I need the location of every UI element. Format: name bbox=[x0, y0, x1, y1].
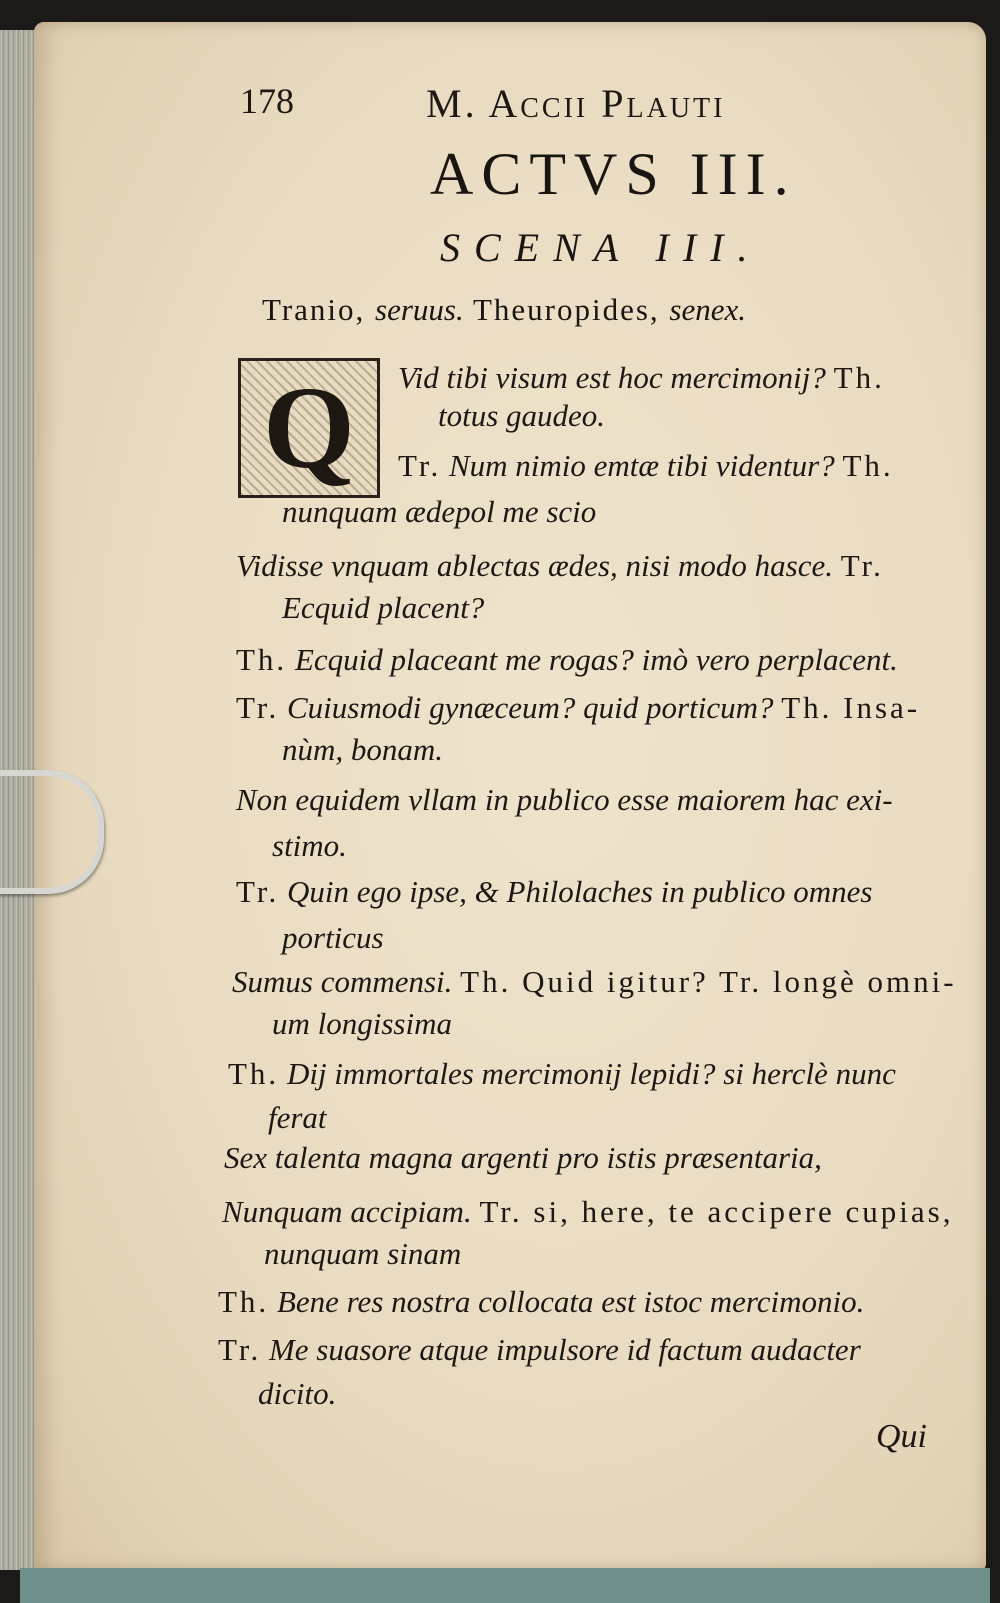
person-name-2: Theuropides, bbox=[472, 292, 660, 327]
verse-line: Tr. Me suasore atque impulsore id factum audacter bbox=[218, 1332, 861, 1367]
verse-line: Th. Bene res nostra collocata est istoc mercimonio. bbox=[218, 1284, 865, 1319]
verse-line: Sex talenta magna argenti pro istis præsentaria, bbox=[224, 1140, 822, 1175]
verse-line: Vidisse vnquam ablectas ædes, nisi modo hasce. Tr. bbox=[236, 548, 884, 583]
verse-line: nunquam sinam bbox=[264, 1236, 462, 1271]
catchword: Qui bbox=[876, 1418, 927, 1455]
person-role-1: seruus. bbox=[375, 292, 464, 327]
verse-line: nùm, bonam. bbox=[282, 732, 444, 767]
verse-line: Vid tibi visum est hoc mercimonij? Th. bbox=[398, 360, 885, 395]
page-number: 178 bbox=[240, 81, 294, 121]
verse-line: Sumus commensi. Th. Quid igitur? Tr. longè omni- bbox=[232, 964, 957, 999]
verse-line: stimo. bbox=[272, 828, 347, 863]
verse-line: nunquam ædepol me scio bbox=[282, 494, 597, 529]
verse-line: dicito. bbox=[258, 1376, 337, 1411]
initial-letter: Q bbox=[263, 362, 355, 493]
verse-line: Th. Dij immortales mercimonij lepidi? si herclè nunc bbox=[228, 1056, 896, 1091]
running-title: M. Accii Plauti bbox=[426, 81, 726, 126]
person-role-2: senex. bbox=[669, 292, 747, 327]
verse-line: Ecquid placent? bbox=[282, 590, 485, 625]
verse-line: um longissima bbox=[272, 1006, 452, 1041]
verse-line: Tr. Num nimio emtæ tibi videntur? Th. bbox=[398, 448, 894, 483]
verse-line: Tr. Cuiusmodi gynæceum? quid porticum? Th. Insa- bbox=[236, 690, 921, 725]
verse-line: Non equidem vllam in publico esse maiorem hac exi- bbox=[236, 782, 893, 817]
verse-line: totus gaudeo. bbox=[438, 398, 606, 433]
person-name-1: Tranio, bbox=[262, 292, 366, 327]
verse-line: Nunquam accipiam. Tr. si, here, te accipere cupias, bbox=[222, 1194, 954, 1229]
verse-line: Tr. Quin ego ipse, & Philolaches in publico omnes bbox=[236, 874, 873, 909]
scene-heading: SCENA III. bbox=[440, 225, 762, 270]
verse-line: Th. Ecquid placeant me rogas? imò vero perplacent. bbox=[236, 642, 898, 677]
act-heading: ACTVS III. bbox=[430, 141, 797, 207]
verse-line: ferat bbox=[268, 1100, 327, 1135]
verse-line: porticus bbox=[282, 920, 384, 955]
